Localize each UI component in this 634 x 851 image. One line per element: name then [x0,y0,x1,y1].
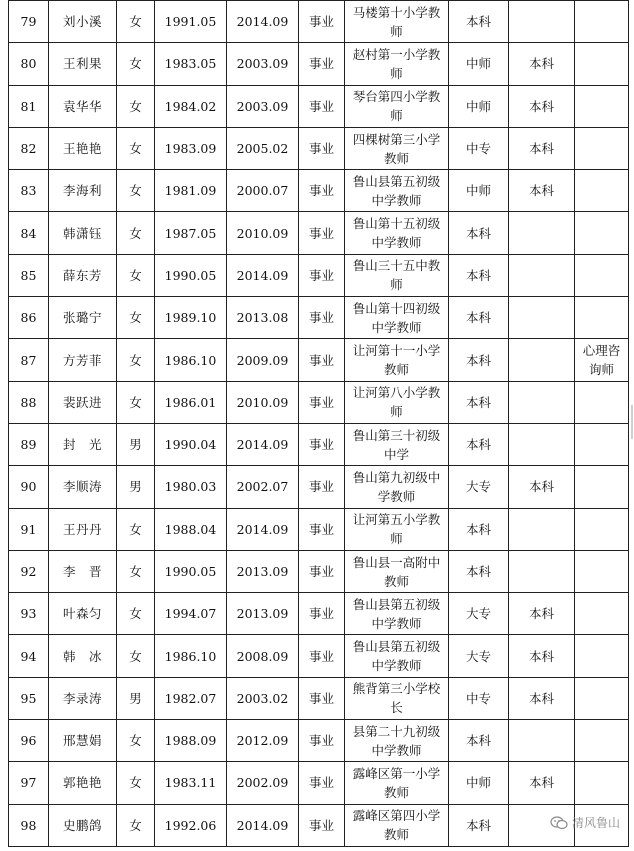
cell-certificate [575,635,629,677]
cell-gender: 女 [117,339,155,381]
cell-first-education: 中专 [449,127,509,169]
cell-gender: 女 [117,804,155,846]
cell-certificate [575,720,629,762]
cell-highest-education: 本科 [509,677,575,719]
cell-staff-type: 事业 [299,297,345,339]
table-row [9,804,629,846]
cell-gender: 女 [117,85,155,127]
cell-name: 袁华华 [49,85,117,127]
cell-gender: 男 [117,466,155,508]
table-row [9,593,629,635]
cell-certificate [575,297,629,339]
cell-name: 叶森匀 [49,593,117,635]
table-row [9,212,629,254]
cell-gender: 女 [117,550,155,592]
cell-staff-type: 事业 [299,635,345,677]
cell-name: 史鹏鸽 [49,804,117,846]
cell-birth-date: 1992.06 [155,804,227,846]
cell-birth-date: 1994.07 [155,593,227,635]
cell-staff-type: 事业 [299,85,345,127]
table-row [9,297,629,339]
cell-certificate [575,466,629,508]
cell-name: 方芳菲 [49,339,117,381]
cell-first-education: 本科 [449,212,509,254]
cell-position: 赵村第一小学教师 [345,43,449,85]
cell-no: 87 [9,339,49,381]
cell-name: 王利果 [49,43,117,85]
cell-position: 鲁山三十五中教师 [345,254,449,296]
cell-no: 80 [9,43,49,85]
cell-work-start-date: 2012.09 [227,720,299,762]
cell-no: 98 [9,804,49,846]
cell-work-start-date: 2013.08 [227,297,299,339]
cell-no: 97 [9,762,49,804]
cell-work-start-date: 2003.09 [227,85,299,127]
cell-gender: 女 [117,635,155,677]
cell-name: 邢慧娟 [49,720,117,762]
cell-birth-date: 1988.09 [155,720,227,762]
cell-first-education: 本科 [449,297,509,339]
cell-certificate [575,212,629,254]
cell-work-start-date: 2014.09 [227,1,299,43]
cell-gender: 女 [117,127,155,169]
cell-birth-date: 1980.03 [155,466,227,508]
cell-work-start-date: 2014.09 [227,508,299,550]
cell-position: 露峰区第一小学教师 [345,762,449,804]
cell-first-education: 本科 [449,381,509,423]
table-row [9,762,629,804]
cell-birth-date: 1987.05 [155,212,227,254]
cell-work-start-date: 2014.09 [227,423,299,465]
cell-first-education: 大专 [449,635,509,677]
cell-certificate: 心理咨询师 [575,339,629,381]
cell-name: 韩潇钰 [49,212,117,254]
cell-name: 王艳艳 [49,127,117,169]
cell-name: 郭艳艳 [49,762,117,804]
cell-first-education: 大专 [449,593,509,635]
cell-no: 92 [9,550,49,592]
cell-first-education: 本科 [449,1,509,43]
table-row [9,254,629,296]
cell-name: 李录涛 [49,677,117,719]
cell-staff-type: 事业 [299,1,345,43]
cell-first-education: 本科 [449,254,509,296]
cell-position: 鲁山县第五初级中学教师 [345,635,449,677]
cell-certificate [575,254,629,296]
cell-birth-date: 1990.04 [155,423,227,465]
cell-highest-education [509,254,575,296]
cell-certificate [575,43,629,85]
cell-name: 李海利 [49,170,117,212]
cell-highest-education [509,1,575,43]
cell-position: 四棵树第三小学教师 [345,127,449,169]
cell-position: 琴台第四小学教师 [345,85,449,127]
cell-first-education: 本科 [449,804,509,846]
cell-work-start-date: 2014.09 [227,254,299,296]
cell-certificate [575,170,629,212]
cell-position: 鲁山第十四初级中学教师 [345,297,449,339]
cell-no: 88 [9,381,49,423]
table-row [9,43,629,85]
cell-position: 鲁山第十五初级中学教师 [345,212,449,254]
cell-staff-type: 事业 [299,720,345,762]
cell-no: 79 [9,1,49,43]
cell-position: 让河第十一小学教师 [345,339,449,381]
cell-work-start-date: 2013.09 [227,550,299,592]
cell-name: 韩 冰 [49,635,117,677]
cell-birth-date: 1982.07 [155,677,227,719]
cell-gender: 女 [117,593,155,635]
cell-birth-date: 1990.05 [155,254,227,296]
cell-work-start-date: 2014.09 [227,804,299,846]
cell-position: 熊背第三小学校长 [345,677,449,719]
cell-birth-date: 1986.10 [155,339,227,381]
cell-gender: 女 [117,381,155,423]
cell-work-start-date: 2003.02 [227,677,299,719]
cell-birth-date: 1983.09 [155,127,227,169]
cell-staff-type: 事业 [299,254,345,296]
cell-no: 83 [9,170,49,212]
cell-work-start-date: 2010.09 [227,381,299,423]
cell-name: 张璐宁 [49,297,117,339]
cell-no: 94 [9,635,49,677]
cell-gender: 女 [117,1,155,43]
cell-name: 王丹丹 [49,508,117,550]
cell-staff-type: 事业 [299,804,345,846]
watermark [550,814,620,831]
cell-first-education: 中专 [449,677,509,719]
cell-position: 露峰区第四小学教师 [345,804,449,846]
cell-no: 81 [9,85,49,127]
cell-work-start-date: 2005.02 [227,127,299,169]
cell-gender: 女 [117,212,155,254]
cell-work-start-date: 2010.09 [227,212,299,254]
cell-staff-type: 事业 [299,170,345,212]
cell-highest-education [509,423,575,465]
cell-highest-education: 本科 [509,466,575,508]
cell-highest-education: 本科 [509,762,575,804]
cell-staff-type: 事业 [299,423,345,465]
cell-gender: 女 [117,254,155,296]
cell-no: 93 [9,593,49,635]
cell-staff-type: 事业 [299,339,345,381]
cell-name: 薛东芳 [49,254,117,296]
cell-first-education: 大专 [449,466,509,508]
table-row [9,550,629,592]
cell-position: 让河第八小学教师 [345,381,449,423]
staff-roster-table [8,0,629,847]
cell-highest-education: 本科 [509,85,575,127]
table-row [9,1,629,43]
cell-work-start-date: 2009.09 [227,339,299,381]
cell-position: 鲁山县第五初级中学教师 [345,170,449,212]
cell-no: 96 [9,720,49,762]
cell-certificate [575,1,629,43]
cell-position: 鲁山县第五初级中学教师 [345,593,449,635]
cell-certificate [575,593,629,635]
cell-certificate [575,423,629,465]
cell-certificate [575,85,629,127]
cell-name: 李 晋 [49,550,117,592]
cell-birth-date: 1991.05 [155,1,227,43]
cell-gender: 男 [117,677,155,719]
cell-position: 马楼第十小学教师 [345,1,449,43]
cell-staff-type: 事业 [299,381,345,423]
cell-certificate [575,550,629,592]
cell-no: 85 [9,254,49,296]
cell-staff-type: 事业 [299,593,345,635]
cell-highest-education: 本科 [509,43,575,85]
cell-name: 刘小溪 [49,1,117,43]
cell-no: 91 [9,508,49,550]
cell-name: 裴跃进 [49,381,117,423]
cell-staff-type: 事业 [299,43,345,85]
table-row [9,423,629,465]
cell-no: 90 [9,466,49,508]
cell-position: 鲁山县一高附中 教师 [345,550,449,592]
table-row [9,508,629,550]
cell-first-education: 本科 [449,339,509,381]
roster-body [9,1,629,847]
cell-first-education: 本科 [449,423,509,465]
cell-first-education: 中师 [449,170,509,212]
cell-gender: 男 [117,423,155,465]
table-row [9,677,629,719]
cell-birth-date: 1990.05 [155,550,227,592]
table-row [9,466,629,508]
cell-first-education: 本科 [449,550,509,592]
cell-highest-education [509,297,575,339]
cell-birth-date: 1983.11 [155,762,227,804]
cell-first-education: 中师 [449,85,509,127]
cell-certificate [575,677,629,719]
watermark-text: 清风鲁山 [571,816,620,830]
cell-staff-type: 事业 [299,550,345,592]
cell-name: 李顺涛 [49,466,117,508]
table-row [9,339,629,381]
cell-staff-type: 事业 [299,127,345,169]
cell-birth-date: 1983.05 [155,43,227,85]
cell-work-start-date: 2003.09 [227,43,299,85]
cell-birth-date: 1988.04 [155,508,227,550]
cell-birth-date: 1984.02 [155,85,227,127]
cell-no: 89 [9,423,49,465]
cell-work-start-date: 2013.09 [227,593,299,635]
cell-no: 82 [9,127,49,169]
table-row [9,127,629,169]
cell-position: 让河第五小学教师 [345,508,449,550]
scroll-edge-marker [631,405,633,439]
table-row [9,170,629,212]
cell-highest-education: 本科 [509,127,575,169]
cell-gender: 女 [117,170,155,212]
cell-work-start-date: 2002.09 [227,762,299,804]
cell-first-education: 中师 [449,43,509,85]
cell-no: 95 [9,677,49,719]
cell-name: 封 光 [49,423,117,465]
cell-birth-date: 1989.10 [155,297,227,339]
cell-first-education: 中师 [449,762,509,804]
table-row [9,720,629,762]
cell-gender: 女 [117,43,155,85]
cell-highest-education [509,381,575,423]
cell-highest-education [509,720,575,762]
cell-staff-type: 事业 [299,508,345,550]
cell-highest-education: 本科 [509,170,575,212]
table-row [9,635,629,677]
cell-staff-type: 事业 [299,212,345,254]
cell-no: 86 [9,297,49,339]
cell-first-education: 本科 [449,720,509,762]
cell-work-start-date: 2002.07 [227,466,299,508]
cell-highest-education: 本科 [509,635,575,677]
cell-first-education: 本科 [449,508,509,550]
cell-gender: 女 [117,762,155,804]
cell-highest-education: 本科 [509,593,575,635]
cell-highest-education [509,550,575,592]
cell-highest-education [509,339,575,381]
cell-gender: 女 [117,720,155,762]
cell-work-start-date: 2000.07 [227,170,299,212]
cell-highest-education [509,212,575,254]
cell-certificate [575,762,629,804]
table-row [9,85,629,127]
cell-work-start-date: 2008.09 [227,635,299,677]
cell-staff-type: 事业 [299,677,345,719]
cell-position: 县第二十九初级中学教师 [345,720,449,762]
cell-certificate [575,127,629,169]
table-row [9,381,629,423]
wechat-icon [550,816,568,830]
cell-gender: 女 [117,297,155,339]
cell-highest-education [509,508,575,550]
cell-position: 鲁山第九初级中学教师 [345,466,449,508]
cell-birth-date: 1986.01 [155,381,227,423]
cell-certificate [575,508,629,550]
cell-certificate [575,381,629,423]
cell-no: 84 [9,212,49,254]
cell-birth-date: 1986.10 [155,635,227,677]
cell-birth-date: 1981.09 [155,170,227,212]
cell-position: 鲁山第三十初级中学 [345,423,449,465]
cell-staff-type: 事业 [299,466,345,508]
cell-gender: 女 [117,508,155,550]
cell-staff-type: 事业 [299,762,345,804]
